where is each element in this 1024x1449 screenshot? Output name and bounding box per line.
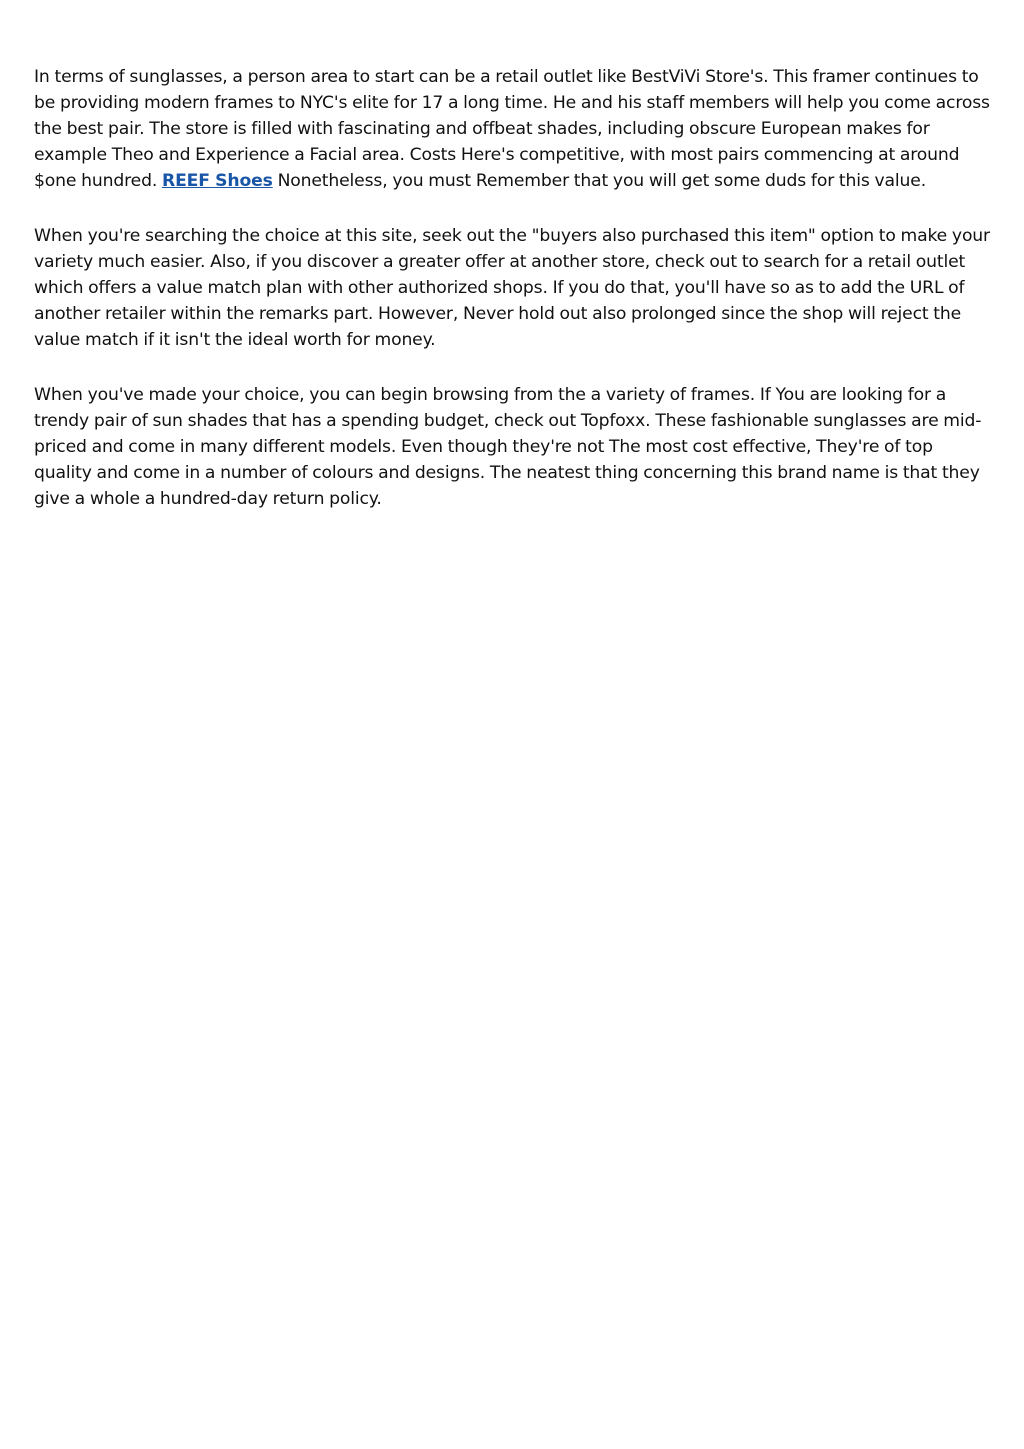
paragraph-1-text-end: Nonetheless, you must Remember that you will get some duds for this value. — [272, 171, 927, 191]
reef-shoes-link[interactable]: REEF Shoes — [161, 171, 273, 191]
paragraph-2: When you're searching the choice at this site, seek out the "buyers also purchased this item" option to make your variety much easier. Also, if you discover a greater offer at another store, check out to search for a retail outlet which offers a value match plan with other authorized shops. If you do that, you'll have so as to add the URL of another retailer within the remarks part. However, Never hold out also prolonged since the shop will reject the value match if it isn't the ideal worth for money. — [34, 226, 990, 350]
paragraph-3: When you've made your choice, you can begin browsing from the a variety of frames. If You are looking for a trendy pair of sun shades that has a spending budget, check out Topfoxx. These fashionable sunglasses are mid-priced and come in many different models. Even though they're not The most cost effective, They're of top quality and come in a number of colours and designs. The neatest thing concerning this brand name is that they give a whole a hundred-day return policy. — [34, 385, 982, 509]
paragraph-1-text-start: In terms of sunglasses, a person area to start can be a retail outlet like BestViVi Store's. This framer continues to be providing modern frames to NYC's elite for 17 a long time. He and his staff members will help you come across the best pair. The store is filled with fascinating and offbeat shades, including obscure European makes for example Theo and Experience a Facial area. Costs Here's competitive, with most pairs commencing at around $one hundred. — [34, 67, 990, 191]
paragraph-1 — [34, 64, 994, 194]
document-body — [34, 64, 994, 541]
